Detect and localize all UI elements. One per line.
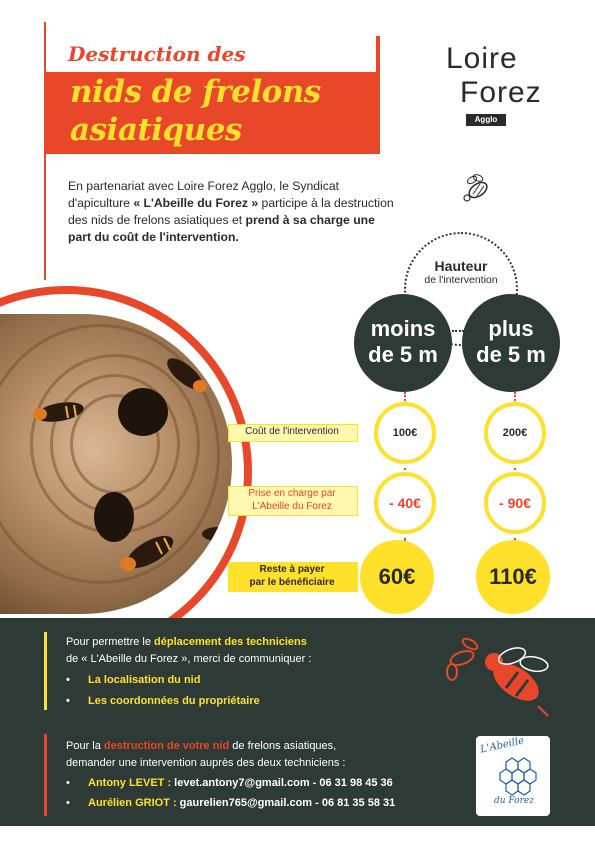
panel1-line2: de « L'Abeille du Forez », merci de communiquer : [66, 653, 312, 665]
loire-forez-logo [440, 40, 570, 130]
row-remaining-label [228, 563, 356, 589]
logo-line1: Loire [446, 42, 518, 75]
row-remaining-label-l1: Reste à payer [259, 564, 325, 575]
col1-line2: de 5 m [368, 342, 438, 367]
abeille-logo-bottom: du Forez [494, 796, 534, 806]
title-line2: nids de frelons [70, 74, 321, 110]
contact-details[interactable]: gaurelien765@gmail.com - 06 81 35 58 31 [176, 797, 396, 809]
title-line1: Destruction des [68, 42, 246, 66]
height-title: Hauteur [434, 258, 488, 274]
hornet-nest-image [0, 314, 232, 614]
panel1-text [66, 634, 396, 710]
cost-col1 [374, 402, 436, 464]
abeille-logo-top: L'Abeille [479, 735, 526, 756]
panel2-line1 [66, 738, 456, 755]
col2-line2: de 5 m [476, 342, 546, 367]
column-more-than-5m [462, 294, 560, 392]
abeille-du-forez-logo [476, 736, 550, 816]
support-col2 [484, 472, 546, 534]
contact-item [66, 795, 456, 812]
title-line3: asiatiques [70, 112, 242, 148]
panel2-line1-bold: destruction de votre nid [103, 740, 230, 752]
panel2-line2: demander une intervention auprès des deux techniciens : [66, 757, 346, 769]
cost-col1-value: 100€ [392, 427, 418, 439]
support-col2-value: - 90€ [499, 495, 531, 511]
height-header [404, 258, 518, 286]
contact-name: Antony LEVET : [88, 777, 172, 789]
contact-details[interactable]: levet.antony7@gmail.com - 06 31 98 45 36 [171, 777, 393, 789]
remaining-col1 [360, 540, 434, 614]
cost-col2 [484, 402, 546, 464]
hornet-icon [0, 314, 232, 614]
yellow-accent-bar [44, 632, 47, 710]
intro-bold-1: « L'Abeille du Forez » [133, 196, 259, 210]
panel1-line1-a: Pour permettre le [66, 636, 155, 648]
row-support-label-l2: L'Abeille du Forez [252, 501, 332, 512]
remaining-col2 [476, 540, 550, 614]
support-col1-value: - 40€ [389, 495, 421, 511]
column-less-than-5m [354, 294, 452, 392]
cost-col2-value: 200€ [502, 427, 528, 439]
intro-text-2: participe à la destruction des nids de frelons asiatiques et [68, 196, 394, 227]
height-subtitle: de l'intervention [424, 274, 498, 286]
col1-line1: moins [370, 316, 436, 341]
row-cost-label: Coût de l'intervention [245, 426, 339, 437]
intro-bold-2: prend à sa charge une part du coût de l'intervention. [68, 213, 375, 244]
remaining-col2-value: 110€ [489, 564, 537, 589]
row-remaining-label-l2: par le bénéficiaire [249, 577, 335, 588]
panel1-line1 [66, 634, 396, 651]
row-support-label-l1: Prise en charge par [248, 488, 336, 499]
col2-line1: plus [488, 316, 534, 341]
contact-name: Aurélien GRIOT : [88, 797, 177, 809]
logo-line2: Forez [460, 76, 542, 109]
panel1-item: • Les coordonnées du propriétaire [66, 693, 396, 710]
panel2-line1-b: de frelons asiatiques, [229, 740, 337, 752]
contact-item [66, 775, 456, 792]
intro-text-1: En partenariat avec Loire Forez Agglo, le Syndicat d'apiculture [68, 179, 339, 210]
remaining-col1-value: 60€ [378, 564, 416, 589]
bee-icon [458, 172, 494, 204]
panel1-line1-bold: déplacement des techniciens [154, 636, 307, 648]
panel1-item: • La localisation du nid [66, 672, 396, 689]
bee-illustration-icon [440, 630, 570, 720]
panel2-text [66, 738, 456, 812]
logo-agglo: Agglo [466, 114, 506, 126]
intro-paragraph [68, 178, 398, 246]
panel2-line1-a: Pour la [66, 740, 104, 752]
red-accent-bar [44, 734, 47, 816]
row-support-label [228, 487, 356, 513]
support-col1 [374, 472, 436, 534]
